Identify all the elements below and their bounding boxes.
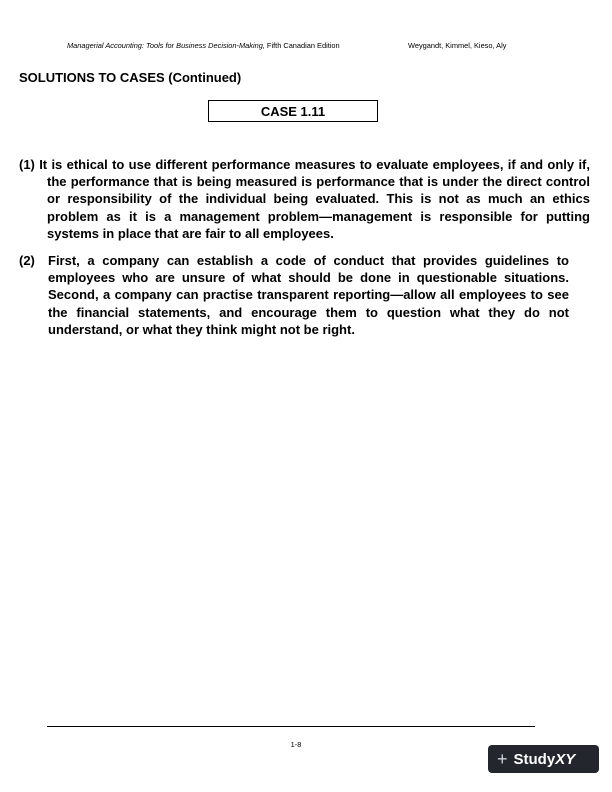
solution-item-2 xyxy=(19,252,569,338)
authors: Weygandt, Kimmel, Kieso, Aly xyxy=(408,41,507,50)
plus-icon: + xyxy=(497,749,508,769)
section-heading: SOLUTIONS TO CASES (Continued) xyxy=(19,70,242,85)
item-text: First, a company can establish a code of conduct that provides guidelines to employees who are unsure of what should be done in questionable situations. Second, a company can practise transparent reporting—allow all employees to see the financial statements, and encourage them to question what they do not understand, or what they think might not be right. xyxy=(48,253,569,337)
studyxy-logo xyxy=(488,745,599,773)
footer-divider xyxy=(47,726,535,727)
solution-item-1: (1) It is ethical to use different performance measures to evaluate employees, if and only if, the performance that is being measured is performance that is under the direct control or responsibility of the individual being evaluated. This is not as much an ethics problem as it is a management problem—management is responsible for putting systems in place that are fair to all employees. xyxy=(19,157,590,241)
case-title: CASE 1.11 xyxy=(260,104,326,119)
page-number: 1-8 xyxy=(290,740,302,749)
logo-text-accent: XY xyxy=(555,750,576,768)
logo-text: Study xyxy=(513,750,556,768)
book-title: Managerial Accounting: Tools for Business Decision-Making, Fifth Canadian Edition xyxy=(67,41,340,50)
item-number: (2) xyxy=(19,253,35,268)
case-title-box xyxy=(208,100,378,122)
